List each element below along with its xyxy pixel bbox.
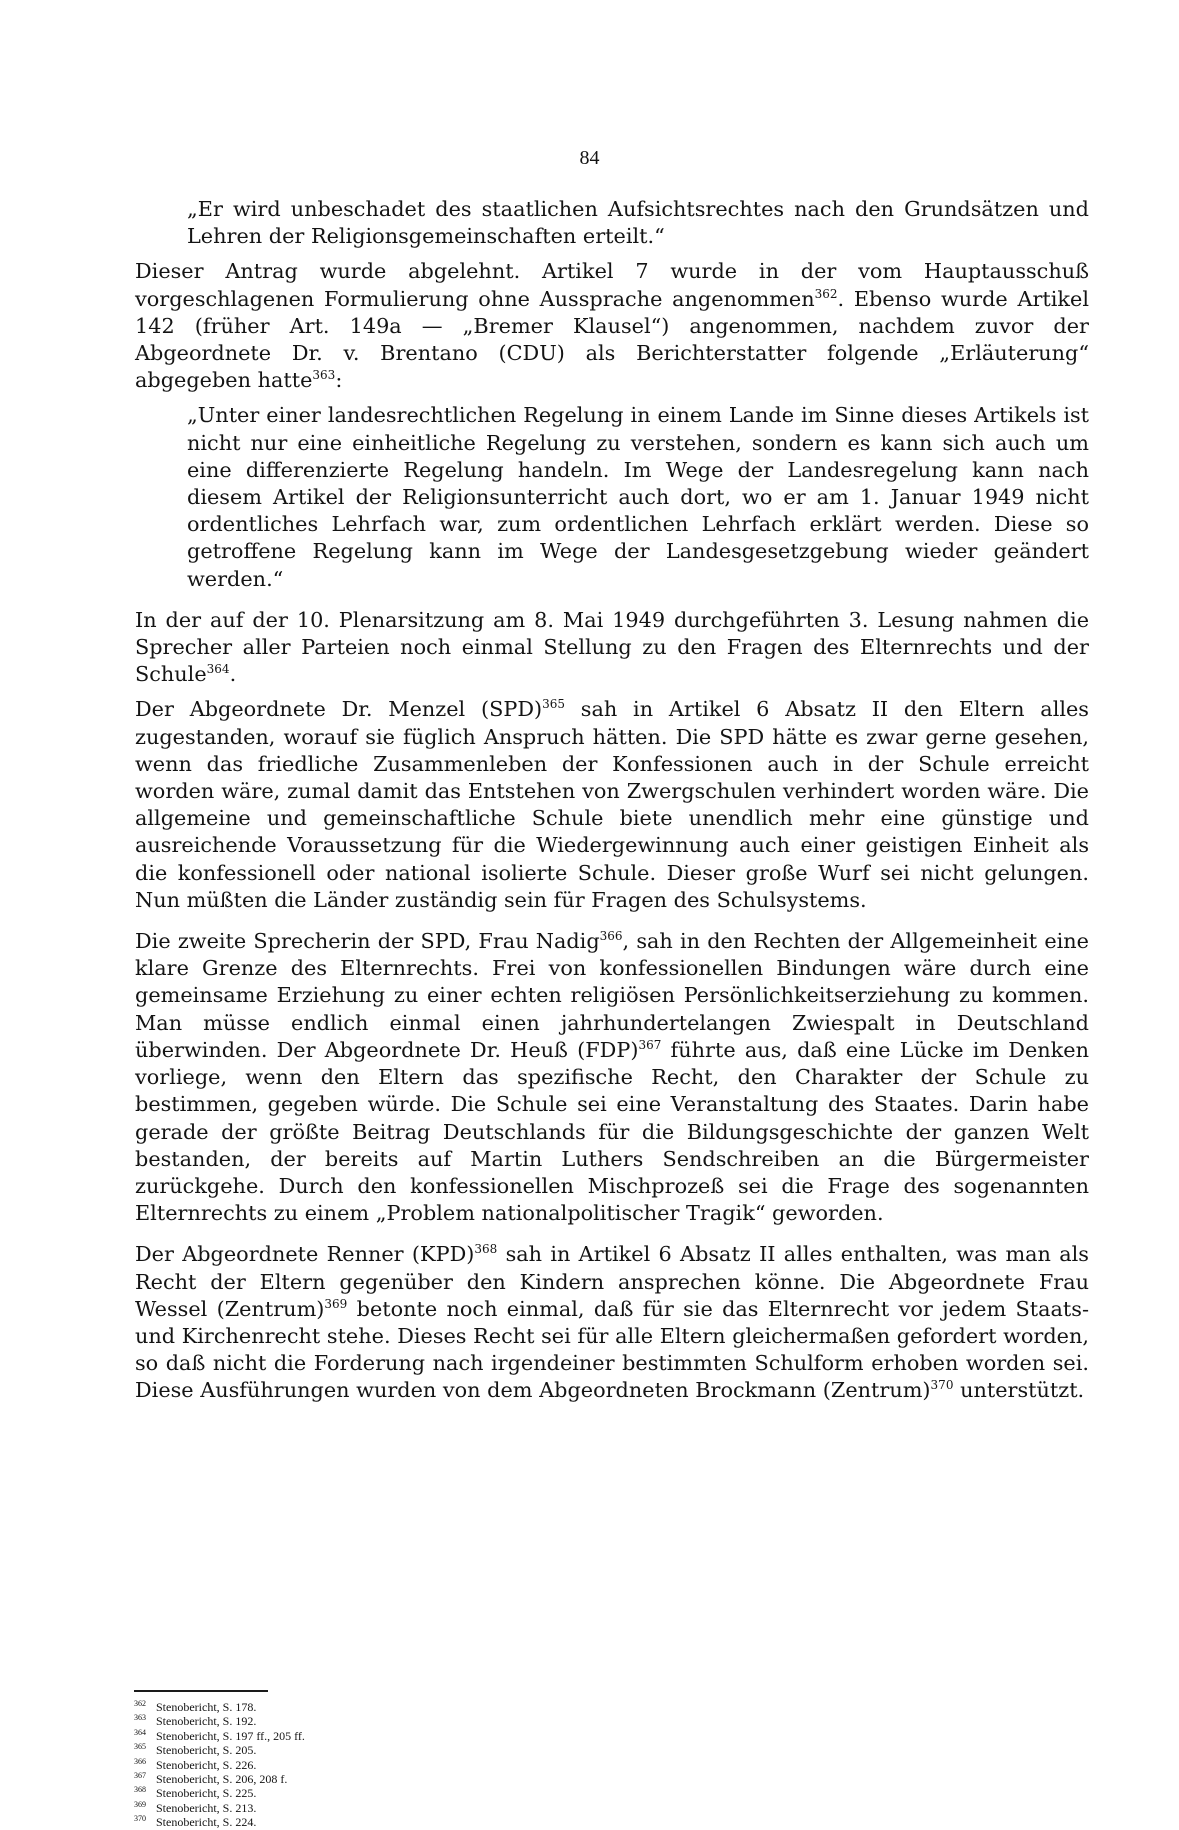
quote-paragraph-2: „Unter einer landesrechtlichen Regelung in einem Lande im Sinne dieses Artikels ist nicht nur eine einheitliche Regelung zu verstehen, sondern es kann sich auch um eine differenzierte Regelung handeln. Im Wege der Landesregelung kann nach diesem Artikel der Religionsunterricht auch dort, wo er am 1. Januar 1949 nicht ordentliches Lehrfach war, zum ordentlichen Lehrfach erklärt werden. Diese so getroffene Regelung kann im Wege der Landesgesetzgebung wieder geändert werden.“ [187,403,1089,591]
footnote-item: 363 Stenobericht, S. 192. [134,1713,257,1729]
paragraph-4: In der auf der 10. Plenarsitzung am 8. Mai 1949 durchgeführten 3. Lesung nahmen die Sprecher aller Parteien noch einmal Stellung zu den Fragen des Elternrechts und der Schule$^{364}$. [135,607,1089,687]
footnote-ref[interactable]: 363 [312,368,336,383]
footnote-ref[interactable]: 362 [814,286,838,301]
footnote-item: 362 Stenobericht, S. 178. [134,1699,257,1714]
footnote-ref[interactable]: 365 [542,697,566,712]
footnote-item: 366 Stenobericht, S. 226. [134,1756,257,1772]
footnote-ref[interactable]: 369 [324,1296,348,1311]
footnote-item: 370 Stenobericht, S. 224. [134,1814,257,1830]
quote-paragraph-1: „Er wird unbeschadet des staatlichen Aufsichtsrechtes nach den Grundsätzen und Lehren der Religionsgemeinschaften erteilt.“ [187,197,1089,249]
footnote-ref[interactable]: 368 [474,1242,498,1257]
footnote-ref[interactable]: 366 [599,929,623,944]
footnote-item: 368 Stenobericht, S. 225. [134,1785,257,1801]
body-text [135,196,1089,1405]
footnote-divider [134,1690,268,1692]
paragraph-2: Dieser Antrag wurde abgelehnt. Artikel 7 wurde in der vom Hauptausschuß vorgeschlagenen Formulierung ohne Aussprache angenommen$^{362}$. Ebenso wurde Artikel 142 (früher Art. 149a — „Bremer Klausel“) angenommen, nachdem zuvor der Abgeordnete Dr. v. Brentano (CDU) als Berichterstatter folgende „Erläuterung“ abgegeben hatte$^{363}$: [135,259,1089,393]
footnote-ref[interactable]: 370 [930,1378,954,1393]
footnote-ref[interactable]: 367 [638,1037,662,1052]
footnote-item: 365 Stenobericht, S. 205. [134,1742,257,1758]
footnote-item: 364 Stenobericht, S. 197 ff., 205 ff. [134,1727,305,1743]
paragraph-6: Die zweite Sprecherin der SPD, Frau Nadig$^{366}$, sah in den Rechten der Allgemeinheit eine klare Grenze des Elternrechts. Frei von konfessionellen Bindungen wäre durch eine gemeinsame Erziehung zu einer echten religiösen Persönlichkeitserziehung zu kommen. Man müsse endlich einmal einen jahrhundertelangen Zwiespalt in Deutschland überwinden. Der Abgeordnete Dr. Heuß (FDP)$^{367}$ führte aus, daß eine Lücke im Denken vorliege, wenn den Eltern das spezifische Recht, den Charakter der Schule zu bestimmen, gegeben würde. Die Schule sei eine Veranstaltung des Staates. Darin habe gerade der größte Beitrag Deutschlands für die Bildungsgeschichte der ganzen Welt bestanden, der bereits auf Martin Luthers Sendschreiben an die Bürgermeister zurückgehe. Durch den konfessionellen Mischprozeß sei die Frage des sogenannten Elternrechts zu einem „Problem nationalpolitischer Tragik“ geworden. [135,929,1089,1226]
page-number: 84 [579,147,600,169]
footnote-item: 367 Stenobericht, S. 206, 208 f. [134,1771,288,1787]
footnote-item: 369 Stenobericht, S. 213. [134,1799,257,1815]
paragraph-7: Der Abgeordnete Renner (KPD)$^{368}$ sah in Artikel 6 Absatz II alles enthalten, was man als Recht der Eltern gegenüber den Kindern ansprechen könne. Die Abgeordnete Frau Wessel (Zentrum)$^{369}$ betonte noch einmal, daß für sie das Elternrecht vor jedem Staats- und Kirchenrecht stehe. Dieses Recht sei für alle Eltern gleichermaßen gefordert worden, so daß nicht die Forderung nach irgendeiner bestimmten Schulform erhoben worden sei. Diese Ausführungen wurden von dem Abgeordneten Brockmann (Zentrum)$^{370}$ unterstützt. [135,1242,1089,1403]
footnote-ref[interactable]: 364 [206,662,230,677]
footnotes [134,1700,554,1830]
paragraph-5: Der Abgeordnete Dr. Menzel (SPD)$^{365}$ sah in Artikel 6 Absatz II den Eltern alles zugestanden, worauf sie füglich Anspruch hätten. Die SPD hätte es zwar gerne gesehen, wenn das friedliche Zusammenleben der Konfessionen auch in der Schule erreicht worden wäre, zumal damit das Entstehen von Zwergschulen verhindert worden wäre. Die allgemeine und gemeinschaftliche Schule biete unendlich mehr eine günstige und ausreichende Voraussetzung für die Wiedergewinnung auch einer geistigen Einheit als die konfessionell oder national isolierte Schule. Dieser große Wurf sei nicht gelungen. Nun müßten die Länder zuständig sein für Fragen des Schulsystems. [135,697,1089,912]
